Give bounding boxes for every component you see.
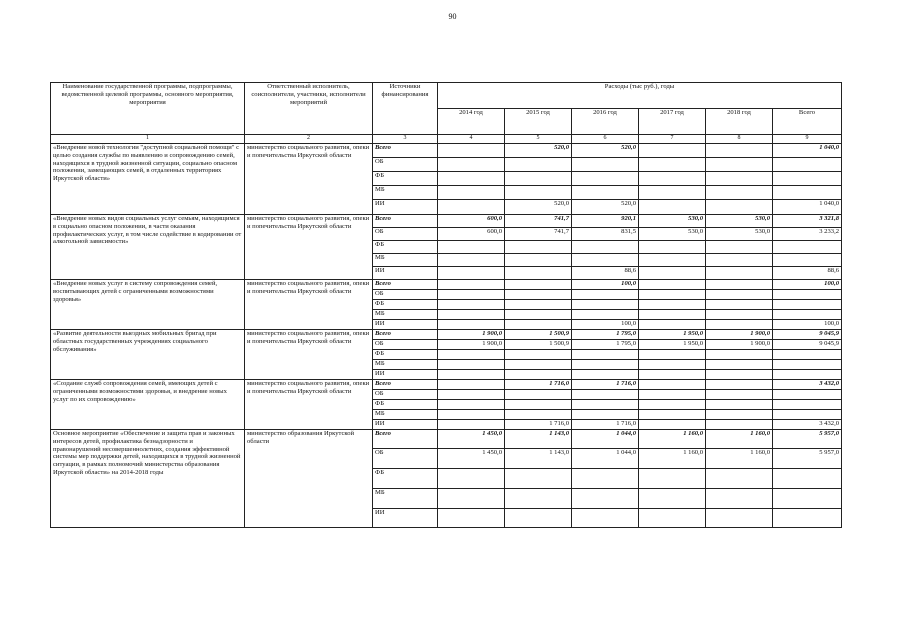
expense-cell xyxy=(572,400,639,410)
expense-total-cell: 5 957,0 xyxy=(773,449,842,469)
header-total: Всего xyxy=(773,109,842,135)
expense-cell xyxy=(706,420,773,430)
funding-source: ИИ xyxy=(373,200,438,215)
expense-cell xyxy=(438,200,505,215)
expense-cell: 1 160,0 xyxy=(639,430,706,449)
expense-cell xyxy=(438,469,505,489)
expense-cell xyxy=(706,186,773,200)
expense-cell xyxy=(639,186,706,200)
expense-cell xyxy=(639,310,706,320)
expense-cell xyxy=(639,509,706,528)
expense-cell xyxy=(505,186,572,200)
funding-source: МБ xyxy=(373,489,438,509)
expense-cell xyxy=(639,380,706,390)
expense-cell xyxy=(706,350,773,360)
expense-cell xyxy=(572,509,639,528)
expense-cell xyxy=(438,300,505,310)
column-number: 2 xyxy=(245,135,373,144)
expense-cell: 1 950,0 xyxy=(639,330,706,340)
expense-total-cell xyxy=(773,310,842,320)
expense-cell xyxy=(639,200,706,215)
header-year: 2016 год xyxy=(572,109,639,135)
funding-source: ОБ xyxy=(373,228,438,241)
expense-cell: 1 044,0 xyxy=(572,430,639,449)
expense-cell: 600,0 xyxy=(438,228,505,241)
expense-cell xyxy=(505,267,572,280)
expense-cell xyxy=(706,267,773,280)
expense-cell xyxy=(639,400,706,410)
column-number: 4 xyxy=(438,135,505,144)
column-number: 9 xyxy=(773,135,842,144)
funding-source: ФБ xyxy=(373,300,438,310)
expense-cell: 1 716,0 xyxy=(572,380,639,390)
expense-cell xyxy=(639,172,706,186)
expense-cell xyxy=(572,370,639,380)
measure-name: «Внедрение новой технологии "доступной социальной помощи" с целью создания службы по выявлению и сопровождению семей, находящихся в трудной жизненной ситуации, социально опасном положении, замещающих семей, в отдаленных территориях Иркутской области» xyxy=(51,144,245,215)
expense-cell xyxy=(438,254,505,267)
expense-cell xyxy=(639,420,706,430)
expense-total-cell xyxy=(773,370,842,380)
expense-cell: 1 500,9 xyxy=(505,340,572,350)
expense-cell xyxy=(706,241,773,254)
expense-cell xyxy=(505,241,572,254)
expense-cell xyxy=(706,290,773,300)
budget-table xyxy=(50,82,842,528)
expense-cell xyxy=(505,410,572,420)
expense-total-cell xyxy=(773,489,842,509)
funding-source: ИИ xyxy=(373,320,438,330)
expense-cell xyxy=(706,400,773,410)
expense-total-cell xyxy=(773,350,842,360)
expense-total-cell: 88,6 xyxy=(773,267,842,280)
funding-source: МБ xyxy=(373,410,438,420)
expense-total-cell: 9 045,9 xyxy=(773,340,842,350)
expense-cell: 1 160,0 xyxy=(706,449,773,469)
expense-cell xyxy=(572,410,639,420)
header-expenses: Расходы (тыс руб.), годы xyxy=(438,83,842,109)
expense-cell xyxy=(438,320,505,330)
expense-cell xyxy=(505,370,572,380)
expense-cell xyxy=(706,320,773,330)
expense-total-cell: 5 957,0 xyxy=(773,430,842,449)
expense-cell: 1 795,0 xyxy=(572,340,639,350)
header-year: 2017 год xyxy=(639,109,706,135)
expense-total-cell xyxy=(773,172,842,186)
funding-source: Всего xyxy=(373,430,438,449)
expense-cell xyxy=(639,158,706,172)
expense-cell: 1 716,0 xyxy=(505,420,572,430)
measure-executor: министерство социального развития, опеки и попечительства Иркутской области xyxy=(245,380,373,430)
expense-cell: 88,6 xyxy=(572,267,639,280)
expense-cell: 1 143,0 xyxy=(505,449,572,469)
funding-source: ОБ xyxy=(373,340,438,350)
expense-cell: 1 160,0 xyxy=(706,430,773,449)
expense-cell: 1 500,9 xyxy=(505,330,572,340)
funding-source: ФБ xyxy=(373,241,438,254)
table-body xyxy=(51,144,842,528)
expense-cell xyxy=(706,158,773,172)
expense-total-cell xyxy=(773,410,842,420)
expense-cell xyxy=(639,290,706,300)
expense-total-cell: 9 045,9 xyxy=(773,330,842,340)
expense-cell xyxy=(438,144,505,158)
funding-source: Всего xyxy=(373,144,438,158)
expense-cell: 741,7 xyxy=(505,228,572,241)
expense-cell: 1 716,0 xyxy=(572,420,639,430)
expense-cell xyxy=(706,370,773,380)
expense-cell xyxy=(505,469,572,489)
expense-total-cell xyxy=(773,400,842,410)
expense-cell: 1 900,0 xyxy=(438,330,505,340)
funding-source: Всего xyxy=(373,380,438,390)
expense-cell xyxy=(706,489,773,509)
expense-cell xyxy=(438,410,505,420)
expense-cell: 530,0 xyxy=(706,215,773,228)
page-number: 90 xyxy=(448,12,457,21)
expense-cell xyxy=(438,350,505,360)
expense-cell: 100,0 xyxy=(572,280,639,290)
header-year: 2015 год xyxy=(505,109,572,135)
funding-source: МБ xyxy=(373,310,438,320)
measure-executor: министерство социального развития, опеки и попечительства Иркутской области xyxy=(245,280,373,330)
measure-name: «Внедрение новых видов социальных услуг семьям, находящимся в социально опасном положении, в части оказания профилактических услуг, в том числе содействие в кодировании от алкогольной зависимости» xyxy=(51,215,245,280)
expense-cell: 1 716,0 xyxy=(505,380,572,390)
expense-cell xyxy=(572,241,639,254)
expense-cell xyxy=(572,158,639,172)
funding-source: ОБ xyxy=(373,449,438,469)
column-number: 7 xyxy=(639,135,706,144)
expense-cell: 920,1 xyxy=(572,215,639,228)
expense-total-cell xyxy=(773,241,842,254)
expense-cell xyxy=(438,509,505,528)
expense-cell xyxy=(706,144,773,158)
expense-cell xyxy=(572,172,639,186)
expense-cell: 1 900,0 xyxy=(706,340,773,350)
expense-cell xyxy=(639,254,706,267)
expense-cell xyxy=(505,320,572,330)
expense-total-cell xyxy=(773,300,842,310)
funding-source: Всего xyxy=(373,215,438,228)
measure-executor: министерство социального развития, опеки и попечительства Иркутской области xyxy=(245,144,373,215)
expense-cell xyxy=(438,390,505,400)
expense-total-cell xyxy=(773,254,842,267)
expense-cell xyxy=(572,390,639,400)
expense-total-cell xyxy=(773,509,842,528)
expense-cell xyxy=(505,400,572,410)
funding-source: Всего xyxy=(373,330,438,340)
expense-cell xyxy=(706,200,773,215)
funding-source: ОБ xyxy=(373,158,438,172)
expense-total-cell: 3 432,0 xyxy=(773,380,842,390)
table-row xyxy=(51,380,842,390)
funding-source: ИИ xyxy=(373,267,438,280)
funding-source: МБ xyxy=(373,186,438,200)
expense-cell xyxy=(706,280,773,290)
funding-source: МБ xyxy=(373,360,438,370)
expense-cell xyxy=(438,172,505,186)
expense-cell xyxy=(438,400,505,410)
column-number: 5 xyxy=(505,135,572,144)
expense-cell xyxy=(639,280,706,290)
expense-cell: 520,0 xyxy=(505,200,572,215)
expense-cell xyxy=(438,380,505,390)
expense-cell xyxy=(438,310,505,320)
expense-cell: 1 900,0 xyxy=(706,330,773,340)
expense-cell xyxy=(438,267,505,280)
expense-cell xyxy=(639,390,706,400)
expense-cell xyxy=(505,300,572,310)
expense-cell: 1 950,0 xyxy=(639,340,706,350)
expense-cell xyxy=(572,360,639,370)
expense-cell xyxy=(706,410,773,420)
expense-cell xyxy=(639,144,706,158)
table-row xyxy=(51,144,842,158)
expense-cell: 1 160,0 xyxy=(639,449,706,469)
measure-executor: министерство образования Иркутской области xyxy=(245,430,373,528)
expense-cell xyxy=(438,489,505,509)
expense-cell: 520,0 xyxy=(572,200,639,215)
expense-cell xyxy=(572,300,639,310)
expense-total-cell: 100,0 xyxy=(773,280,842,290)
expense-cell xyxy=(572,186,639,200)
funding-source: ИИ xyxy=(373,509,438,528)
expense-cell xyxy=(572,489,639,509)
funding-source: ОБ xyxy=(373,290,438,300)
funding-source: ОБ xyxy=(373,390,438,400)
expense-cell xyxy=(438,241,505,254)
expense-cell: 530,0 xyxy=(639,228,706,241)
expense-cell: 1 450,0 xyxy=(438,430,505,449)
expense-cell: 530,0 xyxy=(639,215,706,228)
funding-source: ИИ xyxy=(373,420,438,430)
header-executor: Ответственный исполнитель, соисполнители, участники, исполнители мероприятий xyxy=(245,83,373,135)
funding-source: ФБ xyxy=(373,469,438,489)
column-number: 8 xyxy=(706,135,773,144)
expense-cell xyxy=(505,310,572,320)
expense-cell xyxy=(438,158,505,172)
expense-cell xyxy=(639,360,706,370)
expense-cell: 1 795,0 xyxy=(572,330,639,340)
expense-cell xyxy=(505,172,572,186)
expense-cell: 1 143,0 xyxy=(505,430,572,449)
expense-cell xyxy=(706,300,773,310)
expense-cell xyxy=(505,390,572,400)
expense-cell xyxy=(505,509,572,528)
header-source: Источники финансирования xyxy=(373,83,438,135)
expense-cell xyxy=(639,410,706,420)
column-number: 3 xyxy=(373,135,438,144)
expense-cell xyxy=(706,310,773,320)
expense-cell xyxy=(505,254,572,267)
expense-total-cell: 3 432,0 xyxy=(773,420,842,430)
expense-cell: 520,0 xyxy=(572,144,639,158)
expense-cell xyxy=(438,360,505,370)
expense-cell xyxy=(639,469,706,489)
expense-cell xyxy=(706,254,773,267)
expense-cell xyxy=(505,360,572,370)
expense-cell xyxy=(505,350,572,360)
expense-cell xyxy=(438,370,505,380)
funding-source: ФБ xyxy=(373,172,438,186)
expense-cell: 1 450,0 xyxy=(438,449,505,469)
table-row xyxy=(51,330,842,340)
expense-cell xyxy=(639,350,706,360)
expense-cell xyxy=(639,320,706,330)
expense-cell xyxy=(505,158,572,172)
expense-cell: 530,0 xyxy=(706,228,773,241)
expense-total-cell xyxy=(773,360,842,370)
measure-name: «Создание служб сопровождения семей, имеющих детей с ограниченными возможностями здоровья, и внедрение новых услуг по их сопровождению» xyxy=(51,380,245,430)
expense-cell xyxy=(706,360,773,370)
header-name: Наименование государственной программы, подпрограммы, ведомственной целевой программы, основного мероприятия, мероприятия xyxy=(51,83,245,135)
measure-executor: министерство социального развития, опеки и попечительства Иркутской области xyxy=(245,215,373,280)
expense-cell xyxy=(706,509,773,528)
funding-source: МБ xyxy=(373,254,438,267)
expense-cell xyxy=(572,254,639,267)
expense-cell: 1 044,0 xyxy=(572,449,639,469)
expense-cell: 831,5 xyxy=(572,228,639,241)
expense-cell xyxy=(572,290,639,300)
table-row xyxy=(51,430,842,449)
column-number: 1 xyxy=(51,135,245,144)
expense-cell xyxy=(505,280,572,290)
table-row xyxy=(51,215,842,228)
expense-cell xyxy=(572,310,639,320)
expense-cell xyxy=(706,172,773,186)
expense-total-cell xyxy=(773,158,842,172)
expense-cell xyxy=(706,469,773,489)
expense-total-cell xyxy=(773,186,842,200)
expense-total-cell xyxy=(773,390,842,400)
expense-cell: 100,0 xyxy=(572,320,639,330)
expense-cell xyxy=(706,380,773,390)
expense-total-cell: 100,0 xyxy=(773,320,842,330)
expense-total-cell xyxy=(773,469,842,489)
funding-source: ФБ xyxy=(373,350,438,360)
expense-cell xyxy=(639,300,706,310)
header-year: 2018 год xyxy=(706,109,773,135)
expense-cell xyxy=(639,241,706,254)
expense-cell: 1 900,0 xyxy=(438,340,505,350)
funding-source: ИИ xyxy=(373,370,438,380)
expense-cell xyxy=(505,290,572,300)
expense-cell xyxy=(438,280,505,290)
expense-total-cell: 1 040,0 xyxy=(773,200,842,215)
expense-cell: 600,0 xyxy=(438,215,505,228)
funding-source: ФБ xyxy=(373,400,438,410)
expense-total-cell: 3 233,2 xyxy=(773,228,842,241)
expense-cell xyxy=(572,469,639,489)
expense-cell xyxy=(438,186,505,200)
expense-cell: 520,0 xyxy=(505,144,572,158)
table-row xyxy=(51,280,842,290)
expense-cell xyxy=(572,350,639,360)
column-number: 6 xyxy=(572,135,639,144)
expense-cell xyxy=(639,489,706,509)
expense-cell xyxy=(639,370,706,380)
measure-name: «Развитие деятельности выездных мобильных бригад при областных государственных учреждениях социального обслуживания» xyxy=(51,330,245,380)
measure-name: «Внедрение новых услуг в систему сопровождения семей, воспитывающих детей с ограниченными возможностями здоровья» xyxy=(51,280,245,330)
expense-cell xyxy=(639,267,706,280)
expense-cell xyxy=(706,390,773,400)
expense-total-cell xyxy=(773,290,842,300)
expense-total-cell: 1 040,0 xyxy=(773,144,842,158)
expense-total-cell: 3 321,8 xyxy=(773,215,842,228)
funding-source: Всего xyxy=(373,280,438,290)
expense-cell: 741,7 xyxy=(505,215,572,228)
measure-executor: министерство социального развития, опеки и попечительства Иркутской области xyxy=(245,330,373,380)
header-year: 2014 год xyxy=(438,109,505,135)
expense-cell xyxy=(505,489,572,509)
measure-name: Основное мероприятие «Обеспечение и защита прав и законных интересов детей, профилактика безнадзорности и правонарушений несовершеннолетних, создания эффективной системы мер поддержки детей, находящихся в трудной жизненной ситуации, в рамках полномочий министерства образования Иркутской области» на 2014-2018 годы xyxy=(51,430,245,528)
expense-cell xyxy=(438,420,505,430)
expense-cell xyxy=(438,290,505,300)
